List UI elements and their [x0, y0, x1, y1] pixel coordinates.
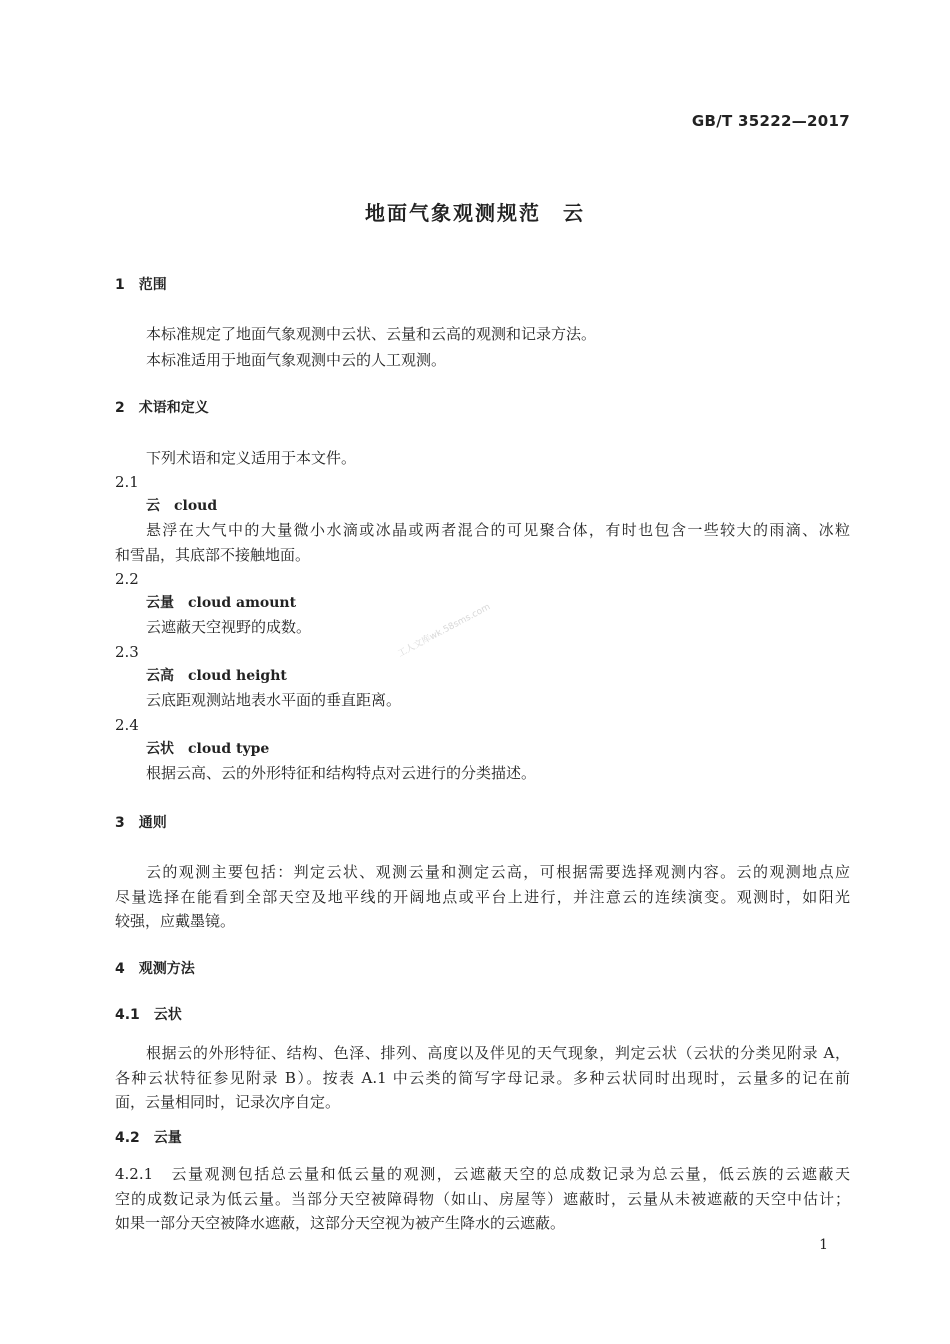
- section-3-line-2: 尽量选择在能看到全部天空及地平线的开阔地点或平台上进行，并注意云的连续演变。观测时，如阳光: [115, 888, 850, 906]
- section-4-2-heading: 4.2 云量: [115, 1130, 182, 1146]
- standard-code: GB/T 35222—2017: [691, 112, 850, 130]
- term-title-cloud-type: 云状 cloud type: [146, 741, 270, 757]
- term-number-2-2: 2.2: [115, 570, 139, 588]
- section-2-heading: 2 术语和定义: [115, 400, 209, 416]
- section-4-1-line-2: 各种云状特征参见附录 B）。按表 A.1 中云类的简写字母记录。多种云状同时出现时，云量多的记在前: [115, 1069, 850, 1087]
- term-number-2-4: 2.4: [115, 716, 139, 734]
- section-4-2-line-2: 空的成数记录为低云量。当部分天空被障碍物（如山、房屋等）遮蔽时，云量从未被遮蔽的天空中估计；: [115, 1190, 850, 1208]
- term-title-cloud-height: 云高 cloud height: [146, 668, 287, 684]
- section-4-2-line-1: 4.2.1 云量观测包括总云量和低云量的观测，云遮蔽天空的总成数记录为总云量，低云族的云遮蔽天: [115, 1165, 850, 1183]
- section-3-line-3: 较强，应戴墨镜。: [115, 912, 236, 930]
- term-number-2-1: 2.1: [115, 473, 139, 491]
- section-1-paragraph-2: 本标准适用于地面气象观测中云的人工观测。: [146, 351, 447, 369]
- term-title-cloud-amount: 云量 cloud amount: [146, 595, 297, 611]
- term-definition-cloud-type: 根据云高、云的外形特征和结构特点对云进行的分类描述。: [146, 764, 537, 782]
- term-title-cloud: 云 cloud: [146, 498, 218, 514]
- section-1-paragraph-1: 本标准规定了地面气象观测中云状、云量和云高的观测和记录方法。: [146, 325, 597, 343]
- section-1-heading: 1 范围: [115, 277, 167, 293]
- section-3-line-1: 云的观测主要包括：判定云状、观测云量和测定云高，可根据需要选择观测内容。云的观测地点应: [146, 863, 850, 881]
- term-definition-cloud-height: 云底距观测站地表水平面的垂直距离。: [146, 691, 402, 709]
- term-definition-cloud-line-1: 悬浮在大气中的大量微小水滴或冰晶或两者混合的可见聚合体，有时也包含一些较大的雨滴、冰粒: [146, 521, 850, 539]
- section-4-1-line-3: 面，云量相同时，记录次序自定。: [115, 1093, 341, 1111]
- term-definition-cloud-amount: 云遮蔽天空视野的成数。: [146, 618, 312, 636]
- section-3-heading: 3 通则: [115, 815, 167, 831]
- term-definition-cloud-line-2: 和雪晶，其底部不接触地面。: [115, 546, 311, 564]
- watermark: 工人文库wk.58sms.com: [396, 602, 493, 660]
- section-4-1-line-1: 根据云的外形特征、结构、色泽、排列、高度以及伴见的天气现象，判定云状（云状的分类见附录 A，: [146, 1044, 850, 1062]
- section-4-heading: 4 观测方法: [115, 961, 195, 977]
- term-number-2-3: 2.3: [115, 643, 139, 661]
- section-4-1-heading: 4.1 云状: [115, 1007, 182, 1023]
- section-4-2-line-3: 如果一部分天空被降水遮蔽，这部分天空视为被产生降水的云遮蔽。: [115, 1214, 566, 1232]
- page-number: 1: [819, 1237, 828, 1253]
- section-2-intro: 下列术语和定义适用于本文件。: [146, 449, 357, 467]
- document-title: 地面气象观测规范 云: [365, 201, 585, 225]
